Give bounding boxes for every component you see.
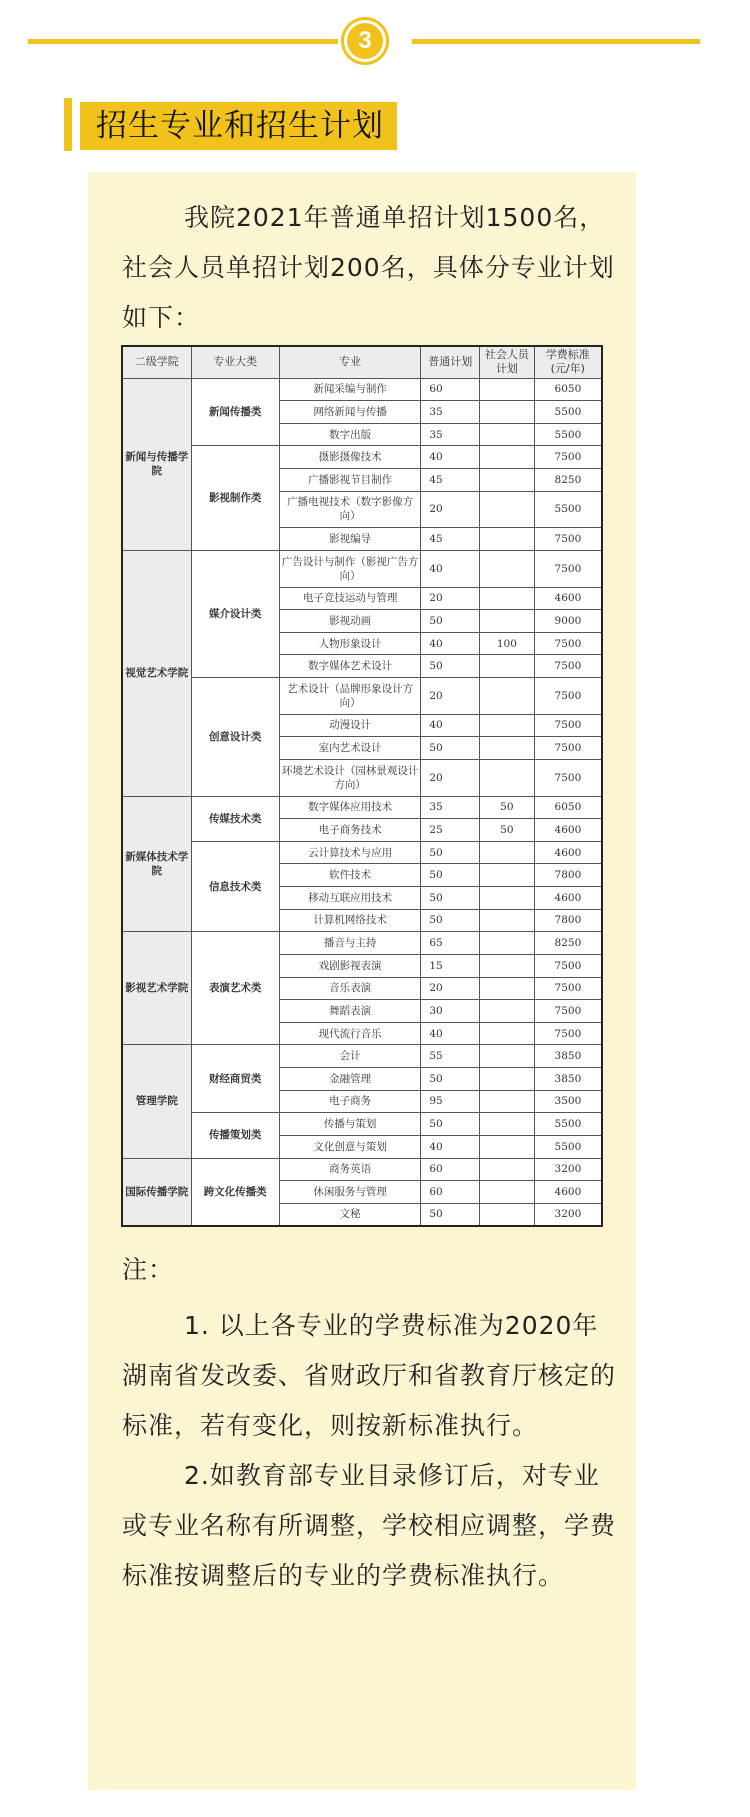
regular-plan-cell: 55 [421,1045,480,1068]
social-plan-cell [480,1000,534,1023]
divider-left [28,39,338,44]
category-cell: 传媒技术类 [191,796,279,841]
tuition-cell: 5500 [534,1113,602,1136]
major-cell: 艺术设计（品牌形象设计方向） [279,678,421,715]
header-regular-plan: 普通计划 [421,346,480,378]
tuition-cell: 5500 [534,1135,602,1158]
major-cell: 影视动画 [279,610,421,633]
social-plan-cell [480,954,534,977]
regular-plan-cell: 45 [421,528,480,551]
notes-heading: 注： [122,1255,175,1284]
social-plan-cell [480,550,534,587]
social-plan-cell [480,932,534,955]
table-row [122,678,602,715]
major-cell: 现代流行音乐 [279,1022,421,1045]
regular-plan-cell: 50 [421,610,480,633]
category-cell: 新闻传播类 [191,378,279,446]
social-plan-cell [480,887,534,910]
header-category: 专业大类 [191,346,279,378]
tuition-cell: 6050 [534,378,602,401]
major-cell: 摄影摄像技术 [279,446,421,469]
social-plan-cell [480,528,534,551]
major-cell: 舞蹈表演 [279,1000,421,1023]
tuition-cell: 4600 [534,841,602,864]
social-plan-cell [480,678,534,715]
header-college: 二级学院 [122,346,191,378]
header-social-plan: 社会人员计划 [480,346,534,378]
tuition-cell: 6050 [534,796,602,819]
college-cell: 新媒体技术学院 [122,796,191,932]
major-cell: 室内艺术设计 [279,737,421,760]
tuition-cell: 3850 [534,1045,602,1068]
regular-plan-cell: 60 [421,1181,480,1204]
section-number: 3 [347,23,383,59]
major-cell: 环境艺术设计（园林景观设计方向） [279,759,421,796]
social-plan-cell [480,491,534,528]
tuition-cell: 7500 [534,446,602,469]
tuition-cell: 5500 [534,491,602,528]
regular-plan-cell: 35 [421,796,480,819]
regular-plan-cell: 25 [421,819,480,842]
major-cell: 软件技术 [279,864,421,887]
social-plan-cell [480,587,534,610]
college-cell: 国际传播学院 [122,1158,191,1226]
major-cell: 电子竞技运动与管理 [279,587,421,610]
major-cell: 云计算技术与应用 [279,841,421,864]
major-cell: 数字媒体艺术设计 [279,655,421,678]
intro-paragraph: 我院2021年普通单招计划1500名，社会人员单招计划200名，具体分专业计划如下： [122,203,615,332]
social-plan-cell [480,909,534,932]
tuition-cell: 7500 [534,977,602,1000]
major-cell: 动漫设计 [279,714,421,737]
notes-section [122,1245,622,1601]
social-plan-cell [480,1090,534,1113]
social-plan-cell [480,1203,534,1226]
regular-plan-cell: 40 [421,1022,480,1045]
table-row [122,932,602,955]
social-plan-cell [480,841,534,864]
social-plan-cell [480,1045,534,1068]
regular-plan-cell: 50 [421,887,480,910]
category-cell: 信息技术类 [191,841,279,932]
major-cell: 休闲服务与管理 [279,1181,421,1204]
social-plan-cell [480,1068,534,1091]
enrollment-plan-table [121,345,603,1227]
tuition-cell: 4600 [534,1181,602,1204]
regular-plan-cell: 60 [421,378,480,401]
regular-plan-cell: 20 [421,759,480,796]
social-plan-cell [480,977,534,1000]
social-plan-cell [480,737,534,760]
tuition-cell: 4600 [534,819,602,842]
regular-plan-cell: 40 [421,1135,480,1158]
regular-plan-cell: 35 [421,423,480,446]
regular-plan-cell: 20 [421,587,480,610]
regular-plan-cell: 40 [421,550,480,587]
header-major: 专业 [279,346,421,378]
tuition-cell: 7500 [534,655,602,678]
regular-plan-cell: 15 [421,954,480,977]
regular-plan-cell: 20 [421,491,480,528]
section-title: 招生专业和招生计划 [96,108,384,144]
category-cell: 媒介设计类 [191,550,279,677]
table-row [122,550,602,587]
tuition-cell: 3500 [534,1090,602,1113]
major-cell: 播音与主持 [279,932,421,955]
major-cell: 戏剧影视表演 [279,954,421,977]
social-plan-cell [480,759,534,796]
regular-plan-cell: 35 [421,401,480,424]
category-cell: 影视制作类 [191,446,279,551]
social-plan-cell [480,1158,534,1181]
regular-plan-cell: 60 [421,1158,480,1181]
social-plan-cell [480,401,534,424]
major-cell: 传播与策划 [279,1113,421,1136]
tuition-cell: 3200 [534,1203,602,1226]
major-cell: 新闻采编与制作 [279,378,421,401]
tuition-cell: 7500 [534,632,602,655]
regular-plan-cell: 30 [421,1000,480,1023]
regular-plan-cell: 20 [421,977,480,1000]
note-item-1: 1. 以上各专业的学费标准为2020年湖南省发改委、省财政厅和省教育厅核定的标准，若有变化，则按新标准执行。 [122,1311,617,1440]
social-plan-cell [480,1022,534,1045]
social-plan-cell [480,1113,534,1136]
regular-plan-cell: 50 [421,864,480,887]
major-cell: 电子商务 [279,1090,421,1113]
table-row [122,796,602,819]
regular-plan-cell: 50 [421,1203,480,1226]
regular-plan-cell: 65 [421,932,480,955]
regular-plan-cell: 50 [421,655,480,678]
major-cell: 移动互联应用技术 [279,887,421,910]
major-cell: 会计 [279,1045,421,1068]
social-plan-cell [480,610,534,633]
category-cell: 财经商贸类 [191,1045,279,1113]
social-plan-cell [480,446,534,469]
note-item-2: 2.如教育部专业目录修订后，对专业或专业名称有所调整，学校相应调整，学费标准按调整后的专业的学费标准执行。 [122,1461,617,1590]
social-plan-cell [480,655,534,678]
regular-plan-cell: 40 [421,446,480,469]
college-cell: 管理学院 [122,1045,191,1158]
divider-right [412,39,700,44]
category-cell: 表演艺术类 [191,932,279,1045]
major-cell: 电子商务技术 [279,819,421,842]
tuition-cell: 8250 [534,469,602,492]
social-plan-cell [480,714,534,737]
tuition-cell: 7500 [534,528,602,551]
tuition-cell: 5500 [534,401,602,424]
title-accent-bar [64,98,72,151]
tuition-cell: 7500 [534,737,602,760]
table-row [122,378,602,401]
major-cell: 影视编导 [279,528,421,551]
tuition-cell: 7500 [534,678,602,715]
major-cell: 广播电视技术（数字影像方向） [279,491,421,528]
major-cell: 数字媒体应用技术 [279,796,421,819]
major-cell: 广告设计与制作（影视广告方向） [279,550,421,587]
tuition-cell: 7500 [534,1000,602,1023]
regular-plan-cell: 40 [421,632,480,655]
tuition-cell: 3850 [534,1068,602,1091]
tuition-cell: 7800 [534,864,602,887]
regular-plan-cell: 50 [421,737,480,760]
regular-plan-cell: 50 [421,1068,480,1091]
social-plan-cell [480,469,534,492]
social-plan-cell: 50 [480,796,534,819]
tuition-cell: 7500 [534,954,602,977]
category-cell: 创意设计类 [191,678,279,797]
tuition-cell: 5500 [534,423,602,446]
tuition-cell: 3200 [534,1158,602,1181]
major-cell: 音乐表演 [279,977,421,1000]
table-row [122,841,602,864]
major-cell: 人物形象设计 [279,632,421,655]
social-plan-cell [480,378,534,401]
regular-plan-cell: 45 [421,469,480,492]
regular-plan-cell: 50 [421,1113,480,1136]
header-tuition: 学费标准(元/年) [534,346,602,378]
tuition-cell: 7500 [534,1022,602,1045]
major-cell: 文化创意与策划 [279,1135,421,1158]
college-cell: 视觉艺术学院 [122,550,191,796]
table-row [122,446,602,469]
regular-plan-cell: 40 [421,714,480,737]
regular-plan-cell: 50 [421,841,480,864]
table-row [122,1158,602,1181]
tuition-cell: 4600 [534,887,602,910]
tuition-cell: 7500 [534,714,602,737]
college-cell: 新闻与传播学院 [122,378,191,550]
major-cell: 数字出版 [279,423,421,446]
social-plan-cell [480,423,534,446]
major-cell: 计算机网络技术 [279,909,421,932]
regular-plan-cell: 50 [421,909,480,932]
tuition-cell: 7500 [534,550,602,587]
table-row [122,1045,602,1068]
college-cell: 影视艺术学院 [122,932,191,1045]
tuition-cell: 7500 [534,759,602,796]
major-cell: 文秘 [279,1203,421,1226]
social-plan-cell [480,1135,534,1158]
section-number-badge [341,17,389,65]
social-plan-cell [480,864,534,887]
table-row [122,1113,602,1136]
category-cell: 跨文化传播类 [191,1158,279,1226]
regular-plan-cell: 95 [421,1090,480,1113]
tuition-cell: 9000 [534,610,602,633]
social-plan-cell: 50 [480,819,534,842]
regular-plan-cell: 20 [421,678,480,715]
table-header-row [122,346,602,378]
major-cell: 商务英语 [279,1158,421,1181]
major-cell: 金融管理 [279,1068,421,1091]
social-plan-cell [480,1181,534,1204]
social-plan-cell: 100 [480,632,534,655]
tuition-cell: 4600 [534,587,602,610]
tuition-cell: 7800 [534,909,602,932]
major-cell: 网络新闻与传播 [279,401,421,424]
category-cell: 传播策划类 [191,1113,279,1158]
tuition-cell: 8250 [534,932,602,955]
major-cell: 广播影视节目制作 [279,469,421,492]
